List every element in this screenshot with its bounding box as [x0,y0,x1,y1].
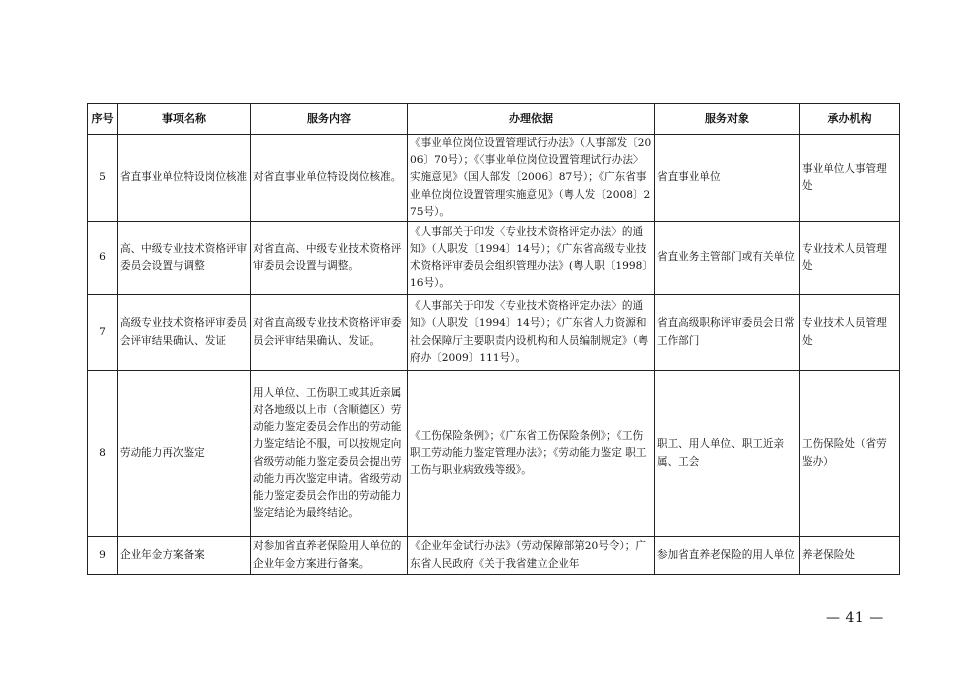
row-serial-number: 6 [88,222,118,295]
row-service-target: 参加省直养老保险的用人单位 [655,537,800,575]
row-service-content: 用人单位、工伤职工或其近亲属对各地级以上市（含顺德区）劳动能力鉴定委员会作出的劳动能力鉴定结论不服，可以按规定向省级劳动能力鉴定委员会提出劳动能力再次鉴定申请。省级劳动能力鉴定委员会作出的劳动能力鉴定结论为最终结论。 [251,371,408,537]
table-row [88,135,900,222]
header-responsible-agency: 承办机构 [800,104,900,135]
row-responsible-agency: 养老保险处 [800,537,900,575]
row-service-target: 职工、用人单位、职工近亲属、工会 [655,371,800,537]
table-row [88,537,900,575]
row-serial-number: 9 [88,537,118,575]
header-serial-number: 序号 [88,104,118,135]
row-item-name: 企业年金方案备案 [118,537,251,575]
row-legal-basis: 《事业单位岗位设置管理试行办法》（人事部发〔2006〕70号）；《〈事业单位岗位设置管理试行办法〉实施意见》（国人部发〔2006〕87号）；《广东省事业单位岗位设置管理实施意见》（粤人发〔2008〕275号）。 [408,135,655,222]
table-row [88,371,900,537]
row-serial-number: 5 [88,135,118,222]
row-legal-basis: 《工伤保险条例》；《广东省工伤保险条例》；《工伤职工劳动能力鉴定管理办法》；《劳动能力鉴定 职工工伤与职业病致残等级》。 [408,371,655,537]
header-service-target: 服务对象 [655,104,800,135]
table-header-row [88,104,900,135]
row-service-content: 对省直事业单位特设岗位核准。 [251,135,408,222]
row-service-content: 对省直高、中级专业技术资格评审委员会设置与调整。 [251,222,408,295]
row-legal-basis: 《人事部关于印发〈专业技术资格评定办法〉的通知》（人职发〔1994〕14号）；《广东省人力资源和社会保障厅主要职责内设机构和人员编制规定》（粤府办〔2009〕111号）。 [408,295,655,371]
page-number: — 41 — [826,610,884,626]
row-responsible-agency: 事业单位人事管理处 [800,135,900,222]
row-item-name: 高、中级专业技术资格评审委员会设置与调整 [118,222,251,295]
row-service-target: 省直高级职称评审委员会日常工作部门 [655,295,800,371]
header-service-content: 服务内容 [251,104,408,135]
service-items-table [87,103,900,575]
row-responsible-agency: 专业技术人员管理处 [800,222,900,295]
row-legal-basis: 《企业年金试行办法》（劳动保障部第20号令）；广东省人民政府《关于我省建立企业年 [408,537,655,575]
service-items-table-container [87,103,899,575]
header-legal-basis: 办理依据 [408,104,655,135]
table-row [88,222,900,295]
row-legal-basis: 《人事部关于印发〈专业技术资格评定办法〉的通知》（人职发〔1994〕14号）；《广东省高级专业技术资格评审委员会组织管理办法》(粤人职〔1998〕16号）。 [408,222,655,295]
row-item-name: 高级专业技术资格评审委员会评审结果确认、发证 [118,295,251,371]
table-row [88,295,900,371]
row-item-name: 劳动能力再次鉴定 [118,371,251,537]
row-serial-number: 8 [88,371,118,537]
row-service-target: 省直事业单位 [655,135,800,222]
row-item-name: 省直事业单位特设岗位核准 [118,135,251,222]
row-service-content: 对参加省直养老保险用人单位的企业年金方案进行备案。 [251,537,408,575]
header-item-name: 事项名称 [118,104,251,135]
row-responsible-agency: 工伤保险处（省劳鉴办） [800,371,900,537]
row-serial-number: 7 [88,295,118,371]
row-service-target: 省直业务主管部门或有关单位 [655,222,800,295]
row-service-content: 对省直高级专业技术资格评审委员会评审结果确认、发证。 [251,295,408,371]
row-responsible-agency: 专业技术人员管理处 [800,295,900,371]
